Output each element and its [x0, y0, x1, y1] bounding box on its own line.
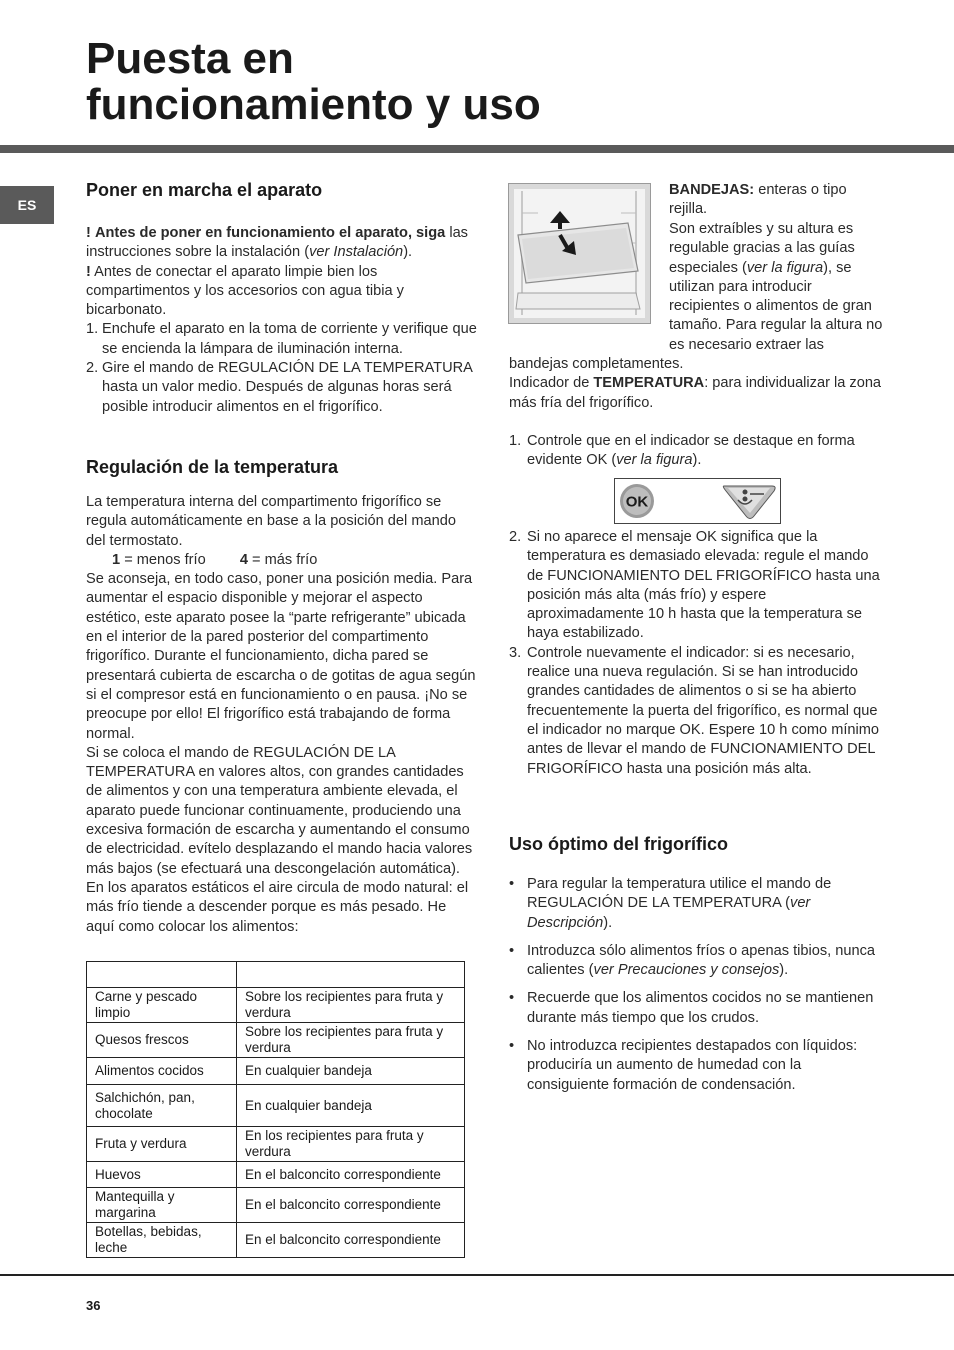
- section-heading-temperature: Regulación de la temperatura: [86, 457, 339, 477]
- table-row: Huevos En el balconcito correspondiente: [87, 1162, 465, 1188]
- thermostat-scale: 1 = menos frío 4 = más frío: [112, 551, 318, 568]
- indicator-step-1: [509, 432, 885, 471]
- list-item: 2. Gire el mando de REGULACIÓN DE LA TEMPERATURA hasta un valor medio. Después de algunas horas será posible introducir alimentos en el frigorífico.: [86, 360, 473, 415]
- page-title: [86, 36, 906, 128]
- table-row: Fruta y verdura En los recipientes para fruta y verdura: [87, 1127, 465, 1162]
- list-item: • Para regular la temperatura utilice el mando de REGULACIÓN DE LA TEMPERATURA (ver Descripción).: [509, 876, 832, 931]
- list-item: 1. Enchufe el aparato en la toma de corriente y verifique que se encienda la lámpara de iluminación interna.: [86, 321, 477, 357]
- list-item: 3. Controle nuevamente el indicador: si es necesario, realice una nueva regulación. Si se han introducido grandes cantidades de alimentos o si se ha abierto frecuentemente la puerta del frigorífico, es normal que el indicador no marque OK. Espere 10 h como mínimo antes de llevar el mando de FUNCIONAMIENTO DEL FRIGORÍFICO hasta una posición más alta.: [509, 644, 880, 777]
- ok-label: OK: [625, 493, 649, 511]
- shelves-description: BANDEJAS: enteras o tipo rejilla.: [669, 182, 847, 218]
- temperature-intro: La temperatura interna del compartimento frigorífico se regula automáticamente en base a la posición del mando del termostato.: [86, 494, 456, 549]
- table-header-row: [87, 962, 465, 988]
- title-line-2: funcionamiento y uso: [86, 80, 541, 129]
- temperature-body-2: Si se coloca el mando de REGULACIÓN DE LA TEMPERATURA en valores altos, con grandes cantidades de alimentos y con una temperatura ambiente elevada, el aparato puede funcionar continuamente, produciendo una excesiva formación de escarcha y aumentando el consumo de electricidad. evítelo desplazando el mando hacia valores más bajos (se efectuará una descongelación automática).: [86, 744, 473, 877]
- temperature-body-3: En los aparatos estáticos el aire circula de modo natural: el más frío tiende a descender porque es más pesado. He aquí como colocar los alimentos:: [86, 879, 469, 935]
- section-heading-start: Poner en marcha el aparato: [86, 180, 323, 200]
- ok-indicator-image: [614, 478, 781, 524]
- food-placement-table: [86, 961, 465, 1258]
- table-row: Botellas, bebidas, leche En el balconcito correspondiente: [87, 1223, 465, 1258]
- page-number: 36: [86, 1298, 101, 1313]
- list-item: 2. Si no aparece el mensaje OK significa que la temperatura es demasiado elevada: regule el mando de FUNCIONAMIENTO DEL FRIGORÍFICO hasta una posición más alta (más frío) y espere aproximadamente 10 h hasta que la temperatura se haya estabilizado.: [509, 529, 880, 642]
- ok-indicator-figure: [614, 478, 781, 529]
- indicator-paragraph: Indicador de TEMPERATURA: para individualizar la zona más fría del frigorífico.: [509, 375, 882, 411]
- title-line-1: Puesta en: [86, 34, 294, 83]
- table-row: Salchichón, pan, chocolate En cualquier bandeja: [87, 1085, 465, 1127]
- language-tab: ES: [0, 186, 54, 224]
- table-row: Alimentos cocidos En cualquier bandeja: [87, 1058, 465, 1085]
- optimal-use-list-wrapper: [509, 875, 885, 1104]
- warning-paragraph-1: ! Antes de poner en funcionamiento el aparato, siga las instrucciones sobre la instalación (ver Instalación).: [86, 225, 468, 261]
- list-item: • Recuerde que los alimentos cocidos no se mantienen durante más tiempo que los crudos.: [509, 990, 874, 1026]
- list-item: 1. Controle que en el indicador se destaque en forma evidente OK (ver la figura).: [509, 433, 855, 469]
- temperature-text: [86, 493, 478, 937]
- footer-divider: [0, 1274, 954, 1276]
- table-row: Quesos frescos Sobre los recipientes para fruta y verdura: [87, 1023, 465, 1058]
- start-steps-list: [86, 320, 478, 416]
- temperature-body-1: Se aconseja, en todo caso, poner una posición media. Para aumentar el espacio disponible y mejorar el aspecto estético, este aparato posee la “parte refrigerante” ubicada en el interior de la pared posterior del compartimento frigorífico. Durante el funcionamiento, dicha pared se presentará cubierta de escarcha o de gotitas de agua según si el compresor está en funcionamiento o en pausa. ¡No se preocupe por ello! El frigorífico está trabajando de forma normal.: [86, 571, 476, 742]
- optimal-use-list: [509, 875, 885, 1095]
- title-divider: [0, 145, 954, 153]
- shelves-description-continued: Son extraíbles y su altura es regulable gracias a las guías especiales (ver la figura), se utilizan para introducir recipientes o alimentos de gran tamaño. Para regular la altura no es necesario extraer las bandejas completamentes. Indicador de TEMPERATURA: para individualizar la zona más fría del frigorífico.: [509, 220, 885, 413]
- table-row: Mantequilla y margarina En el balconcito correspondiente: [87, 1188, 465, 1223]
- indicator-steps-2-3: [509, 528, 885, 779]
- list-item: • Introduzca sólo alimentos fríos o apenas tibios, nunca calientes (ver Precauciones y consejos).: [509, 942, 876, 979]
- start-instructions: [86, 224, 478, 417]
- list-item: • No introduzca recipientes destapados con líquidos: produciría un aumento de humedad con la consiguiente formación de condensación.: [509, 1038, 858, 1093]
- table-row: Carne y pescado limpio Sobre los recipientes para fruta y verdura: [87, 988, 465, 1023]
- section-heading-optimal-use: Uso óptimo del frigorífico: [509, 834, 728, 854]
- warning-paragraph-2: ! Antes de conectar el aparato limpie bien los compartimentos y los accesorios con agua tibia y bicarbonato.: [86, 263, 404, 319]
